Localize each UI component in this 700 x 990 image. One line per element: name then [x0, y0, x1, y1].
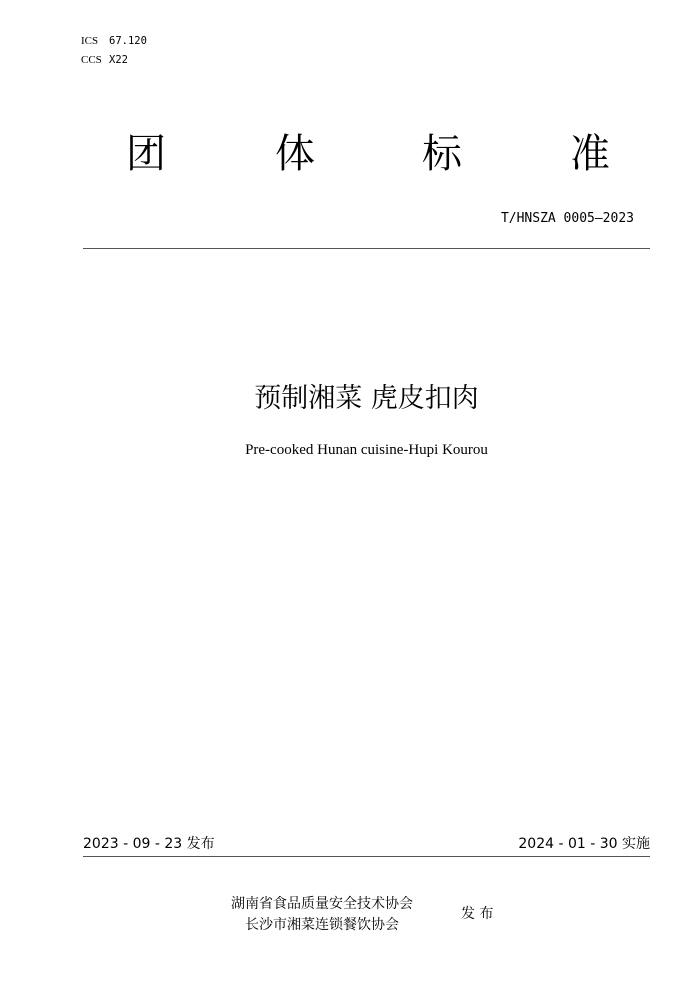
ics-label: ICS	[81, 35, 99, 47]
publish-date: 2023 - 09 - 23 发布	[83, 836, 215, 852]
issued-label: 发 布	[461, 906, 494, 922]
standard-type-char: 团	[126, 131, 166, 177]
ccs-value: X22	[109, 54, 128, 66]
standard-type-char: 准	[570, 131, 610, 177]
document-title-english: Pre-cooked Hunan cuisine-Hupi Kourou	[245, 442, 488, 458]
ccs-classification	[81, 53, 128, 67]
standard-type-char: 标	[422, 131, 462, 177]
header-divider	[83, 248, 650, 249]
issuer-organization: 湖南省食品质量安全技术协会	[231, 896, 413, 912]
ccs-label: CCS	[81, 54, 102, 66]
standard-number: T/HNSZA 0005—2023	[500, 211, 634, 226]
issuer-organization: 长沙市湘菜连锁餐饮协会	[245, 917, 399, 933]
footer-divider	[83, 856, 650, 857]
standard-type-char: 体	[275, 131, 315, 177]
document-title-chinese: 预制湘菜 虎皮扣肉	[254, 383, 479, 414]
ics-value: 67.120	[109, 35, 147, 47]
ics-classification	[81, 34, 147, 48]
implementation-date: 2024 - 01 - 30 实施	[518, 836, 650, 852]
